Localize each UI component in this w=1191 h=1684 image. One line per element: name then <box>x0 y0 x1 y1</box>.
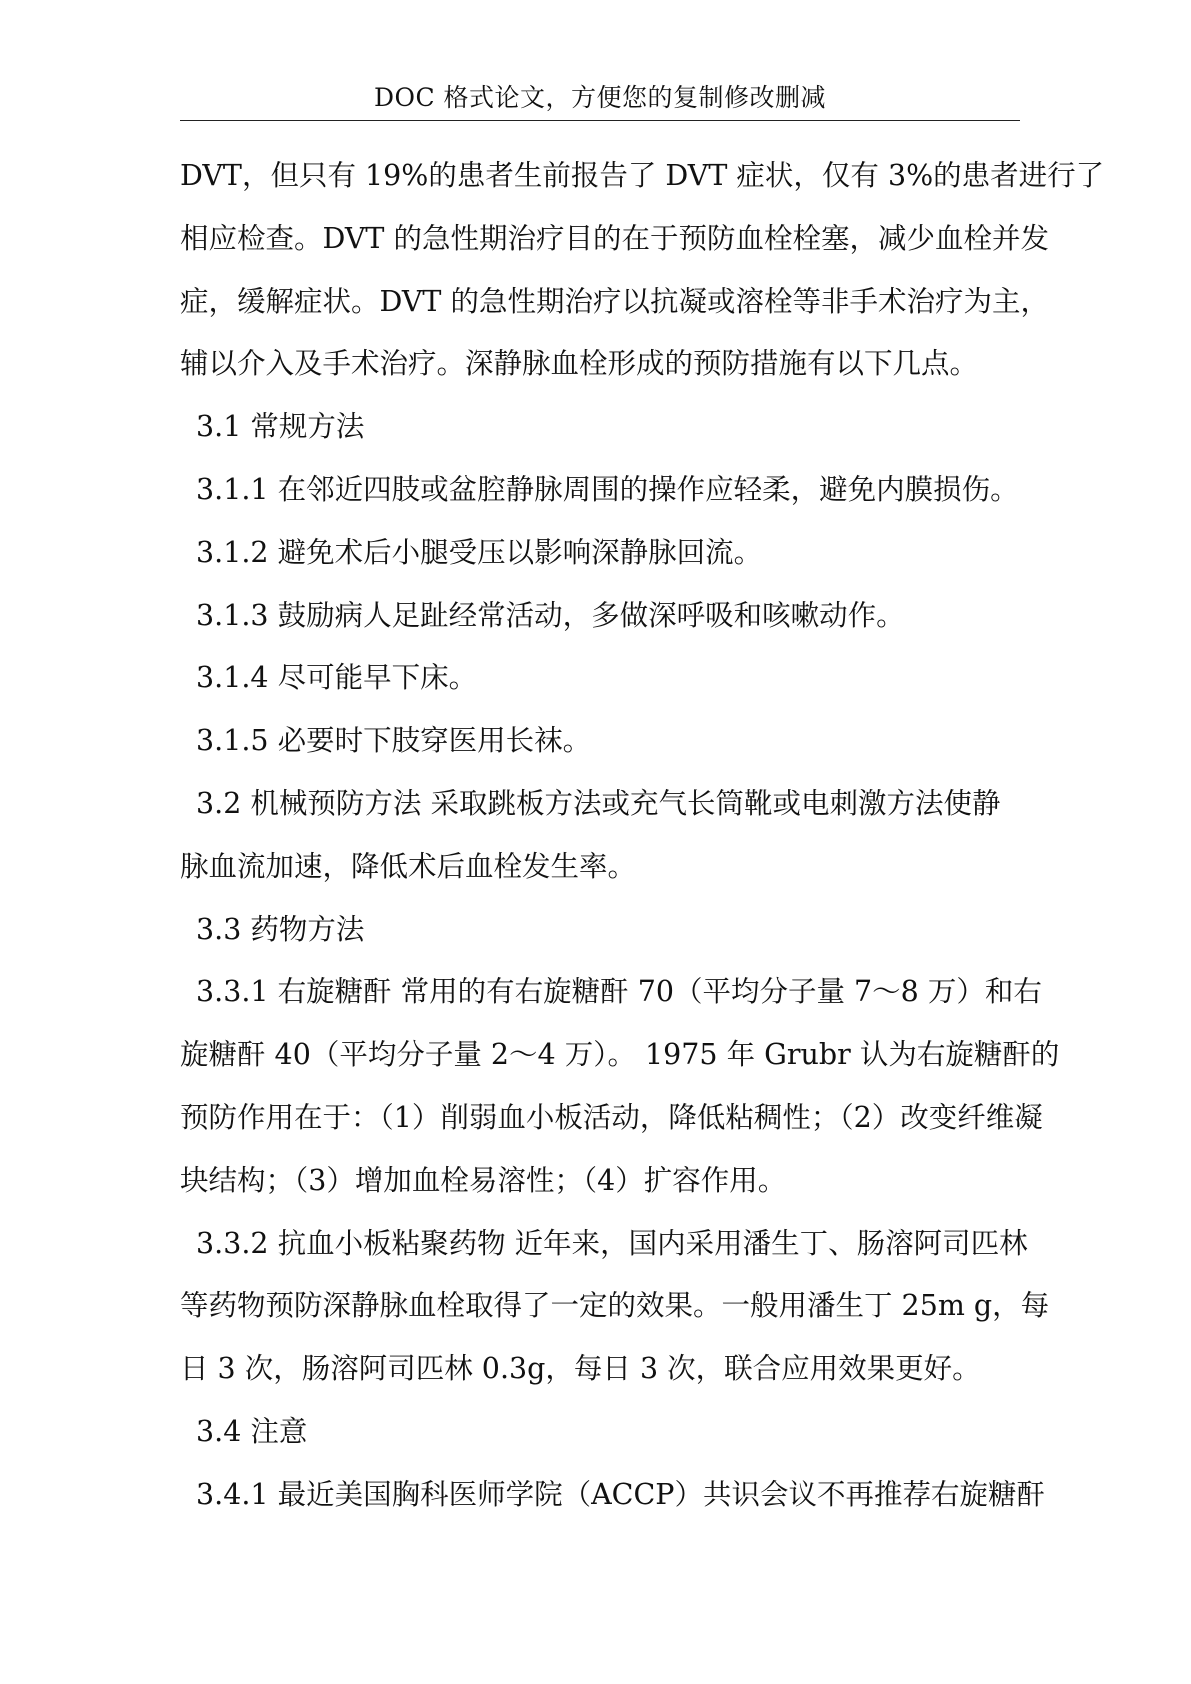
text-line: 日 3 次，肠溶阿司匹林 0.3g，每日 3 次，联合应用效果更好。 <box>180 1352 981 1386</box>
document-body <box>180 145 1105 1527</box>
text-line: 3.2 机械预防方法 采取跳板方法或充气长筒靴或电刺激方法使静 <box>196 786 1001 820</box>
text-line: 3.1.5 必要时下肢穿医用长袜。 <box>196 724 592 758</box>
text-line: 3.1.4 尽可能早下床。 <box>196 661 478 695</box>
text-line: 块结构；（3）增加血栓易溶性；（4）扩容作用。 <box>180 1163 787 1197</box>
text-line: 3.1 常规方法 <box>196 410 365 444</box>
text-line: 3.1.1 在邻近四肢或盆腔静脉周围的操作应轻柔，避免内膜损伤。 <box>196 472 1019 506</box>
text-line: 辅以介入及手术治疗。深静脉血栓形成的预防措施有以下几点。 <box>180 347 979 381</box>
text-line: 预防作用在于：（1）削弱血小板活动，降低粘稠性；（2）改变纤维凝 <box>180 1100 1043 1134</box>
text-line: 3.3.1 右旋糖酐 常用的有右旋糖酐 70（平均分子量 7～8 万）和右 <box>196 975 1042 1009</box>
text-line: 3.1.3 鼓励病人足趾经常活动，多做深呼吸和咳嗽动作。 <box>196 598 905 632</box>
header-divider <box>180 120 1020 121</box>
text-line: 相应检查。DVT 的急性期治疗目的在于预防血栓栓塞，减少血栓并发 <box>180 221 1050 255</box>
text-line: 脉血流加速，降低术后血栓发生率。 <box>180 849 637 883</box>
text-line: 3.4.1 最近美国胸科医师学院（ACCP）共识会议不再推荐右旋糖酐 <box>196 1477 1045 1511</box>
text-line: 症，缓解症状。DVT 的急性期治疗以抗凝或溶栓等非手术治疗为主， <box>180 284 1050 318</box>
page-header: DOC 格式论文，方便您的复制修改删减 <box>373 83 827 112</box>
text-line: 3.3.2 抗血小板粘聚药物 近年来，国内采用潘生丁、肠溶阿司匹林 <box>196 1226 1028 1260</box>
text-line: 3.4 注意 <box>196 1414 308 1448</box>
text-line: DVT，但只有 19%的患者生前报告了 DVT 症状，仅有 3%的患者进行了 <box>180 159 1105 192</box>
text-line: 3.1.2 避免术后小腿受压以影响深静脉回流。 <box>196 535 763 569</box>
text-line: 3.3 药物方法 <box>196 912 365 946</box>
text-line: 等药物预防深静脉血栓取得了一定的效果。一般用潘生丁 25m g，每 <box>180 1289 1050 1323</box>
text-line: 旋糖酐 40（平均分子量 2～4 万）。 1975 年 Grubr 认为右旋糖酐的 <box>180 1038 1060 1072</box>
